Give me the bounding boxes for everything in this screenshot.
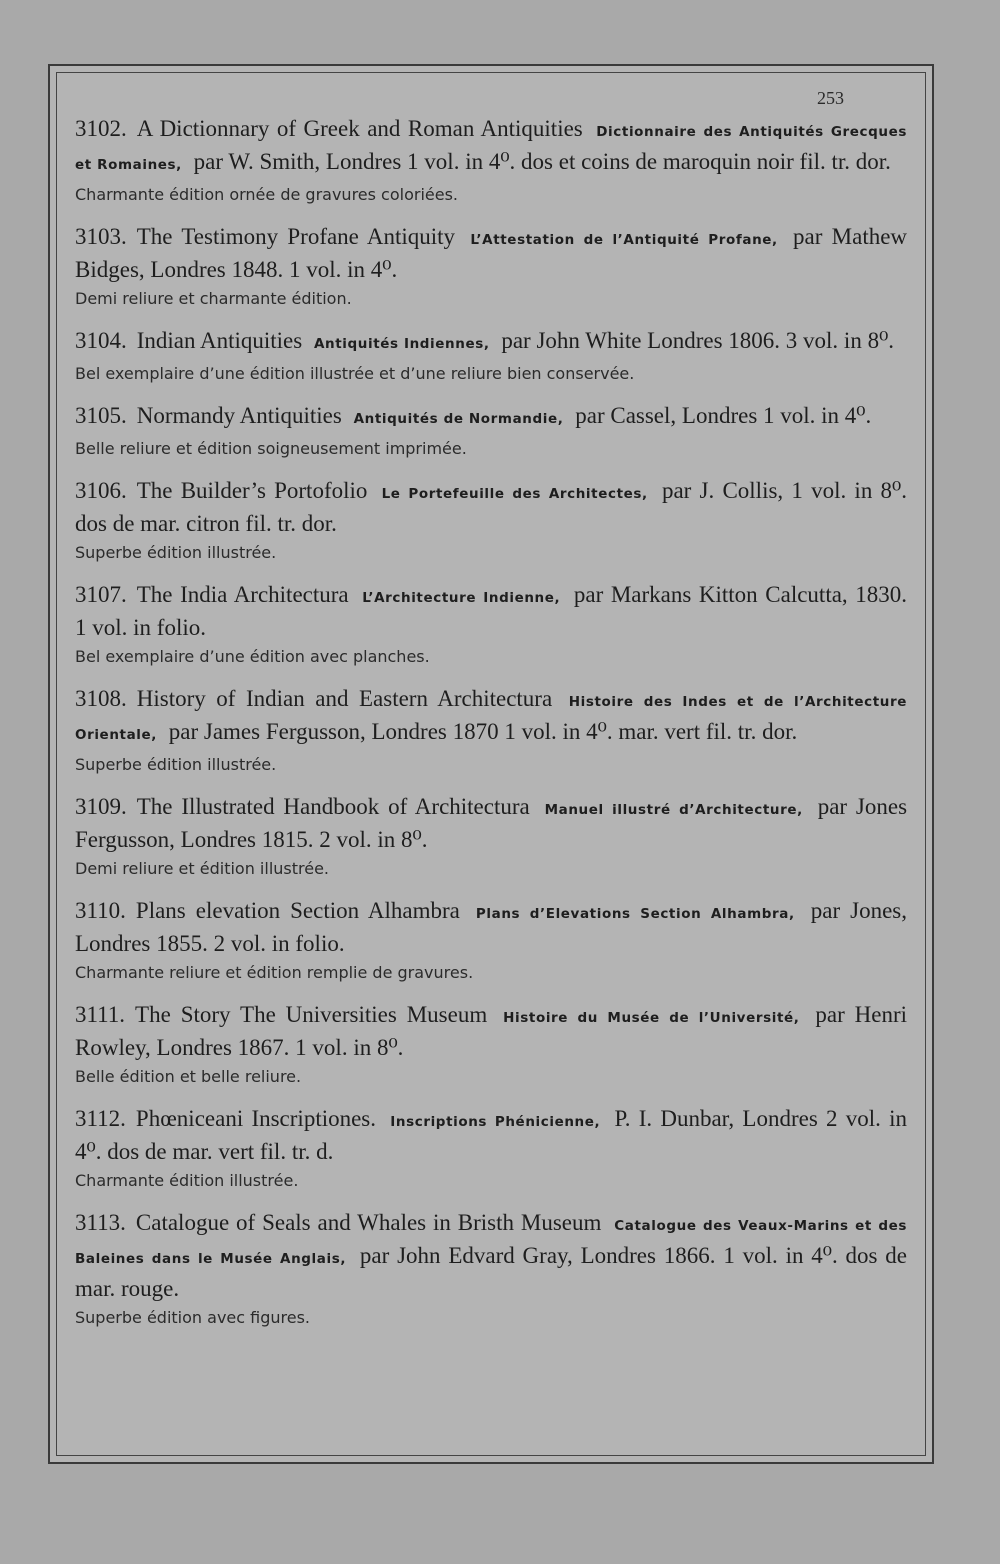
entry-number: 3108. [75, 686, 127, 711]
entry-title: The Illustrated Handbook of Architectura [136, 794, 530, 819]
entry-note: Demi reliure et édition illustrée. [75, 859, 330, 878]
entry-french-title: Le Portefeuille des Architectes, [381, 486, 648, 502]
entry-main [75, 1104, 907, 1166]
entry-french-title: Dictionnaire des Antiquités Grecques et Romaines, [75, 124, 907, 173]
catalog-entries [75, 114, 907, 1345]
entry-details: par Henri Rowley, Londres 1867. 1 vol. in 8⁰. [75, 1002, 908, 1060]
entry-details: P. I. Dunbar, Londres 2 vol. in 4⁰. dos de mar. vert fil. tr. d. [75, 1106, 907, 1164]
entry-main [75, 792, 907, 854]
entry-french-title: Inscriptions Phénicienne, [390, 1114, 601, 1130]
entry-title: History of Indian and Eastern Architectura [136, 686, 553, 711]
catalog-entry [75, 580, 907, 668]
entry-details: par J. Collis, 1 vol. in 8⁰. dos de mar. citron fil. tr. dor. [75, 478, 908, 536]
entry-note: Charmante reliure et édition remplie de gravures. [75, 963, 474, 982]
entry-title: A Dictionnary of Greek and Roman Antiquities [136, 116, 583, 141]
entry-details: par John White Londres 1806. 3 vol. in 8⁰. [501, 328, 895, 353]
entry-main [75, 476, 907, 538]
catalog-entry [75, 896, 907, 984]
entry-main [75, 1208, 907, 1303]
entry-details: par James Fergusson, Londres 1870 1 vol. in 4⁰. mar. vert fil. tr. dor. [168, 719, 798, 744]
entry-french-title: Antiquités Indiennes, [313, 336, 490, 352]
entry-note: Superbe édition illustrée. [75, 755, 277, 774]
entry-details: par Mathew Bidges, Londres 1848. 1 vol. in 4⁰. [75, 224, 908, 282]
entry-note: Superbe édition illustrée. [75, 543, 277, 562]
catalog-entry [75, 326, 907, 385]
catalog-entry [75, 401, 907, 460]
entry-note: Charmante édition ornée de gravures coloriées. [75, 185, 459, 204]
entry-main [75, 326, 907, 359]
entry-title: The Story The Universities Museum [135, 1002, 488, 1027]
entry-main [75, 1000, 907, 1062]
catalog-entry [75, 1104, 907, 1192]
entry-details: par Jones Fergusson, Londres 1815. 2 vol. in 8⁰. [75, 794, 908, 852]
catalog-entry [75, 476, 907, 564]
entry-french-title: Antiquités de Normandie, [353, 411, 564, 427]
catalog-entry [75, 1208, 907, 1329]
catalog-entry [75, 684, 907, 776]
catalog-entry [75, 1000, 907, 1088]
entry-french-title: Histoire des Indes et de l’Architecture Orientale, [75, 694, 907, 743]
page-number: 253 [817, 88, 844, 108]
entry-french-title: L’Attestation de l’Antiquité Profane, [470, 232, 778, 248]
entry-main [75, 580, 907, 642]
entry-title: Normandy Antiquities [136, 403, 342, 428]
entry-note: Charmante édition illustrée. [75, 1171, 299, 1190]
entry-note: Belle édition et belle reliure. [75, 1067, 302, 1086]
entry-title: Catalogue of Seals and Whales in Bristh Museum [135, 1210, 602, 1235]
entry-number: 3103. [75, 224, 127, 249]
page-frame [48, 64, 934, 1464]
catalog-entry [75, 114, 907, 206]
entry-main [75, 684, 907, 750]
entry-number: 3104. [75, 328, 127, 353]
entry-main [75, 896, 907, 958]
entry-details: par Cassel, Londres 1 vol. in 4⁰. [575, 403, 872, 428]
entry-number: 3105. [75, 403, 127, 428]
entry-main [75, 114, 907, 180]
entry-number: 3111. [75, 1002, 126, 1027]
entry-note: Belle reliure et édition soigneusement imprimée. [75, 439, 467, 458]
entry-number: 3112. [75, 1106, 126, 1131]
entry-details: par John Edvard Gray, Londres 1866. 1 vol. in 4⁰. dos de mar. rouge. [75, 1243, 908, 1301]
entry-note: Bel exemplaire d’une édition avec planches. [75, 647, 430, 666]
entry-details: par W. Smith, Londres 1 vol. in 4⁰. dos et coins de maroquin noir fil. tr. dor. [193, 149, 891, 174]
entry-french-title: L’Architecture Indienne, [362, 590, 561, 606]
entry-number: 3110. [75, 898, 126, 923]
entry-number: 3107. [75, 582, 127, 607]
entry-title: The Testimony Profane Antiquity [136, 224, 456, 249]
entry-note: Demi reliure et charmante édition. [75, 289, 352, 308]
entry-french-title: Manuel illustré d’Architecture, [544, 802, 803, 818]
entry-details: par Markans Kitton Calcutta, 1830. 1 vol. in folio. [75, 582, 908, 640]
entry-french-title: Histoire du Musée de l’Université, [503, 1010, 800, 1026]
entry-french-title: Plans d’Elevations Section Alhambra, [475, 906, 795, 922]
entry-main [75, 222, 907, 284]
entry-note: Superbe édition avec figures. [75, 1308, 311, 1327]
entry-title: Plans elevation Section Alhambra [135, 898, 460, 923]
entry-main [75, 401, 907, 434]
entry-title: The India Architectura [136, 582, 349, 607]
entry-french-title: Catalogue des Veaux-Marins et des Baleines dans le Musée Anglais, [75, 1218, 907, 1267]
entry-number: 3106. [75, 478, 127, 503]
catalog-entry [75, 792, 907, 880]
entry-title: Phœniceani Inscriptiones. [135, 1106, 377, 1131]
catalog-entry [75, 222, 907, 310]
entry-note: Bel exemplaire d’une édition illustrée et d’une reliure bien conservée. [75, 364, 635, 383]
entry-number: 3109. [75, 794, 127, 819]
entry-number: 3113. [75, 1210, 126, 1235]
entry-details: par Jones, Londres 1855. 2 vol. in folio. [75, 898, 908, 956]
entry-title: Indian Antiquities [136, 328, 303, 353]
entry-title: The Builder’s Portofolio [136, 478, 368, 503]
entry-number: 3102. [75, 116, 127, 141]
